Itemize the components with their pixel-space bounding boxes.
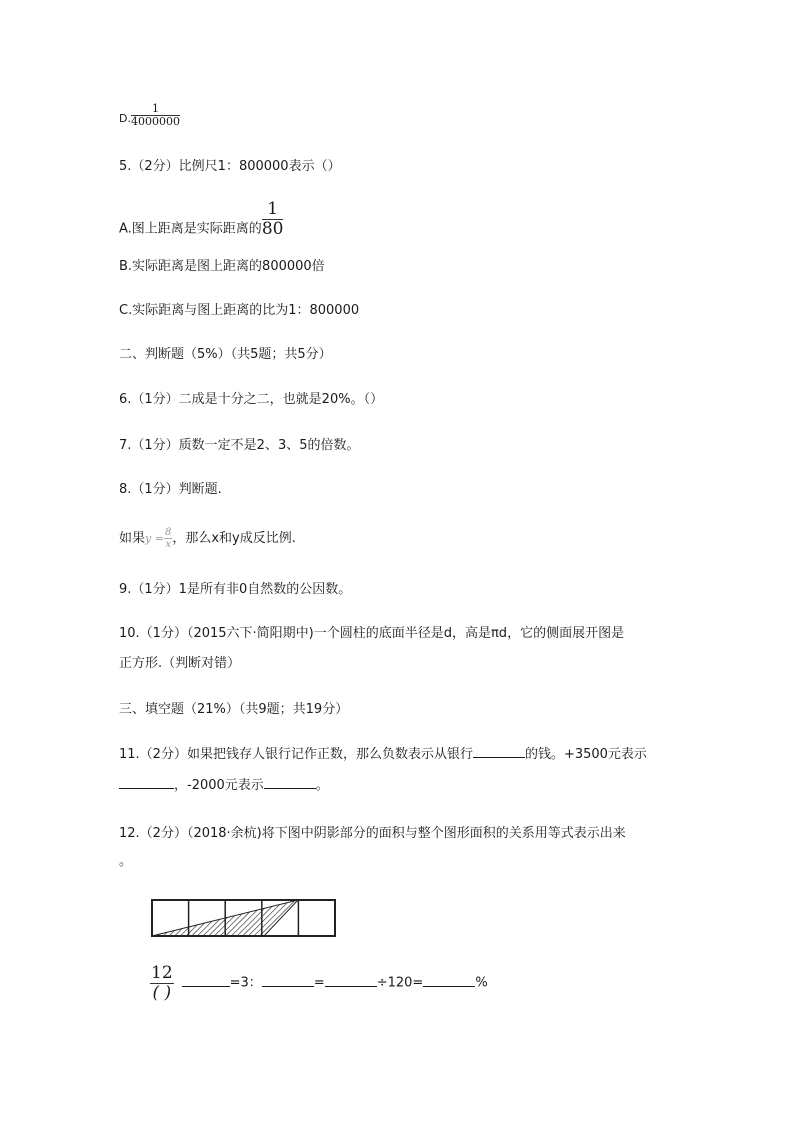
q11-part-4: 。 [315,778,329,793]
answer-blank[interactable] [262,974,314,987]
answer-blank[interactable] [325,974,377,987]
question-11-line-1 [119,745,647,764]
fraction-denominator: 4000000 [130,115,180,129]
section-2-title: 二、判断题（5%）（共5题；共5分） [119,347,332,362]
eq-part-d: % [475,975,488,991]
question-7: 7.（1分）质数一定不是2、3、5的倍数。 [119,438,360,453]
question-12-line-1: 12.（2分）（2018·余杭)将下图中阴影部分的面积与整个图形面积的关系用等式表示出来 [119,826,626,841]
fraction [131,103,180,128]
eq-part-b: = [313,975,325,991]
eq-part-c: ÷120= [376,975,424,991]
answer-blank[interactable] [119,776,174,789]
fraction-numerator: 1 [131,103,180,116]
statement-suffix: ，那么x和y成反比例. [172,531,296,546]
q11-part-3: ，-2000元表示 [174,778,264,793]
question-10-line-1: 10.（1分）（2015六下·简阳期中)一个圆柱的底面半径是d，高是πd，它的侧面展开图是 [119,626,625,641]
fraction-denominator: x [165,539,171,550]
statement-prefix: 如果 [119,531,146,546]
q11-part-1: 11.（2分）如果把钱存人银行记作正数，那么负数表示从银行 [119,747,473,762]
fraction [150,964,174,1002]
question-11-line-2 [119,776,329,795]
answer-blank[interactable] [182,974,230,987]
fraction-denominator: 80 [261,218,284,239]
answer-blank[interactable] [264,776,316,789]
q5-option-b: B.实际距离是图上距离的800000倍 [119,259,325,274]
q5-option-a [119,200,283,238]
question-8: 8.（1分）判断题. [119,482,222,497]
formula-lhs: y = [145,532,164,545]
option-label: D. [119,112,131,126]
answer-blank[interactable] [473,745,525,758]
q8-statement [119,527,296,550]
q12-equation [150,964,488,1002]
question-10-line-2: 正方形.（判断对错） [119,656,241,671]
shaded-strip-figure [150,898,338,940]
q4-option-d [119,103,180,128]
eq-part-a: =3： [229,975,262,991]
question-6: 6.（1分）二成是十分之二，也就是20%。（） [119,392,384,407]
option-a-text: A.图上距离是实际距离的 [119,221,262,237]
question-5-stem: 5.（2分）比例尺1：800000表示（） [119,159,341,174]
fraction-numerator: 12 [151,963,173,983]
fraction-numerator: 1 [262,200,284,220]
q5-option-c: C.实际距离与图上距离的比为1：800000 [119,303,360,318]
fraction-denominator: ( ) [152,982,172,1003]
fraction [262,200,284,238]
question-12-line-2: 。 [119,854,133,869]
q11-part-2: 的钱。+3500元表示 [524,747,647,762]
question-9: 9.（1分）1是所有非0自然数的公因数。 [119,582,352,597]
section-3-title: 三、填空题（21%）（共9题；共19分） [119,702,349,717]
fraction-numerator: 8 [164,527,172,538]
answer-blank[interactable] [423,974,475,987]
